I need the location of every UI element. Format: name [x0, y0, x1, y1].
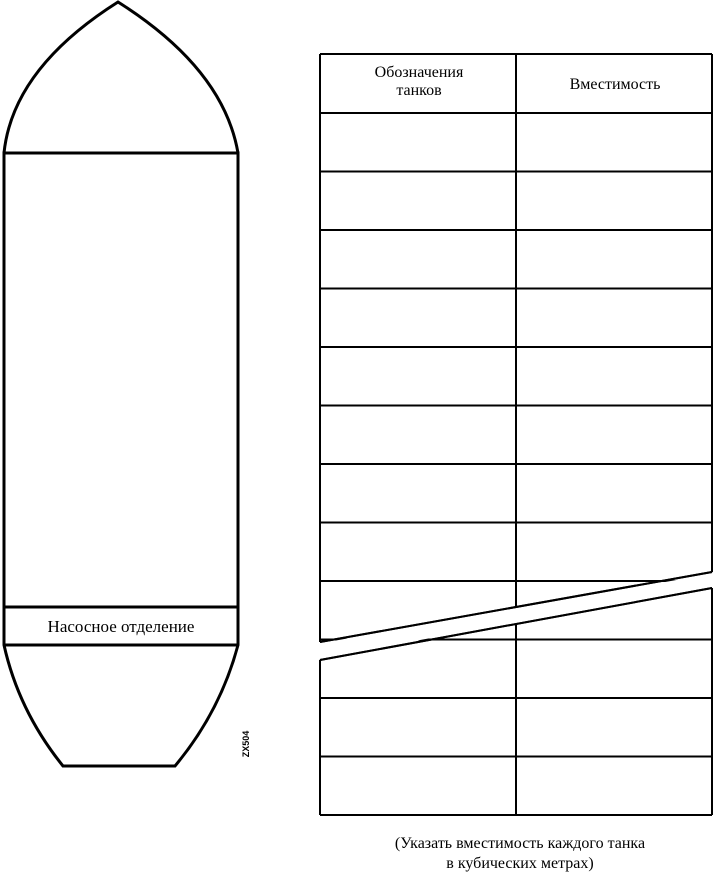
- ship-outline: [4, 2, 238, 766]
- footnote-line-2: в кубических метрах): [446, 855, 594, 872]
- header-capacity: Вместимость: [569, 76, 661, 93]
- footnote-line-1: (Указать вместимость каждого танка: [394, 835, 646, 852]
- tank-table: [319, 54, 713, 815]
- pump-room-label: Насосное отделение: [47, 617, 195, 636]
- ship-cargo-section: [4, 153, 238, 607]
- figure-code: ZX504: [241, 730, 251, 758]
- ship-bow: [4, 2, 238, 153]
- footnote: [330, 834, 710, 874]
- header-tank-designations: Обозначения танков: [374, 64, 464, 99]
